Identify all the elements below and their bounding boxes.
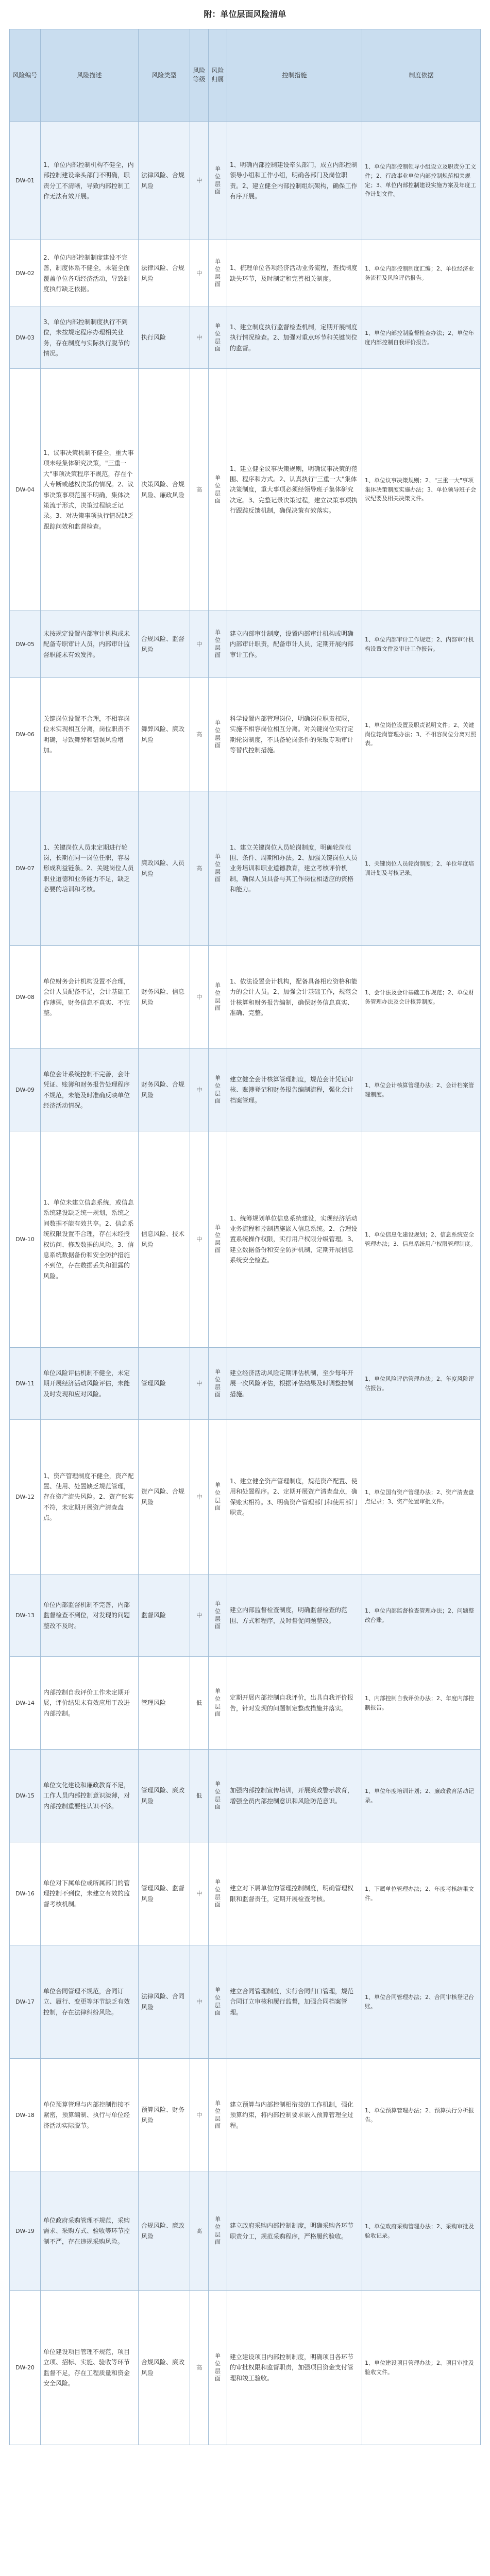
cell-measure: 科学设置内部管理岗位，明确岗位职责权限，实施不相容岗位相互分离。对关键岗位实行定期轮岗制度，不具备轮岗条件的采取专项审计等替代控制措施。: [227, 678, 362, 791]
cell-no: DW-13: [10, 1574, 41, 1657]
cell-owner-text: 单位层面: [215, 1780, 221, 1810]
cell-type: 舞弊风险、廉政风险: [139, 678, 190, 791]
cell-level-text: 中: [196, 640, 202, 648]
cell-type: 合规风险、廉政风险: [139, 2291, 190, 2445]
cell-level-text: 中: [196, 1086, 202, 1093]
cell-no: DW-03: [10, 307, 41, 369]
cell-measure: 1、建立关键岗位人员轮岗制度，明确轮岗范围、条件、周期和办法。2、加强关键岗位人员业务培训和职业道德教育，建立考核评价机制，确保人员具备与其工作岗位相适应的资格和能力。: [227, 791, 362, 946]
cell-desc: 单位合同管理不规范，合同订立、履行、变更等环节缺乏有效控制，存在法律纠纷风险。: [41, 1945, 139, 2059]
column-header-type: 风险类型: [139, 29, 190, 122]
cell-desc: 单位风险评估机制不健全，未定期开展经济活动风险评估，未能及时发现和应对风险。: [41, 1348, 139, 1420]
cell-owner-text: 单位层面: [215, 719, 221, 749]
cell-basis: 1、单位信息化建设规划；2、信息系统安全管理办法；3、信息系统用户权限管理制度。: [362, 1131, 481, 1348]
cell-no: DW-02: [10, 240, 41, 307]
cell-no: DW-08: [10, 946, 41, 1049]
cell-measure: 建立健全会计核算管理制度，规范会计凭证审核、账簿登记和财务报告编制流程，强化会计档案管理。: [227, 1049, 362, 1131]
cell-owner-text: 单位层面: [215, 165, 221, 195]
cell-level-text: 高: [196, 731, 202, 738]
cell-level: [190, 1657, 209, 1750]
cell-basis: 1、会计法及会计基础工作规范；2、单位财务管理办法及会计核算制度。: [362, 946, 481, 1049]
cell-type: 决策风险、合规风险、廉政风险: [139, 369, 190, 611]
cell-owner-text: 单位层面: [215, 629, 221, 659]
cell-no: DW-05: [10, 611, 41, 678]
cell-basis: 1、单位内部控制制度汇编；2、单位经济业务流程及风险评估报告。: [362, 240, 481, 307]
cell-level: [190, 2291, 209, 2445]
table-row: [10, 1348, 481, 1420]
cell-owner: [209, 122, 227, 240]
cell-owner-text: 单位层面: [215, 1600, 221, 1630]
cell-level-text: 中: [196, 1235, 202, 1243]
cell-type: 预算风险、财务风险: [139, 2059, 190, 2172]
cell-measure: 建立内部审计制度，设置内部审计机构或明确内部审计职责，配备审计人员，定期开展内部审计工作。: [227, 611, 362, 678]
cell-level-text: 中: [196, 269, 202, 277]
cell-measure: 1、梳理单位各项经济活动业务流程，查找制度缺失环节，及时制定和完善相关制度。: [227, 240, 362, 307]
table-row: [10, 1842, 481, 1945]
cell-measure: 建立经济活动风险定期评估机制，至少每年开展一次风险评估，根据评估结果及时调整控制措施。: [227, 1348, 362, 1420]
cell-measure: 建立内部监督检查制度，明确监督检查的范围、方式和程序，及时督促问题整改。: [227, 1574, 362, 1657]
column-header-level: 风险等级: [190, 29, 209, 122]
cell-owner-text: 单位层面: [215, 1481, 221, 1512]
cell-basis: 1、单位会计核算管理办法；2、会计档案管理制度。: [362, 1049, 481, 1131]
cell-basis: 1、单位内部控制领导小组设立及职责分工文件；2、行政事业单位内部控制规范相关规定；3、单位内部控制建设实施方案及年度工作计划文件。: [362, 122, 481, 240]
cell-level: [190, 946, 209, 1049]
cell-basis: 1、单位岗位设置及职责说明文件；2、关键岗位轮岗管理办法；3、不相容岗位分离对照表。: [362, 678, 481, 791]
cell-measure: 加强内部控制宣传培训，开展廉政警示教育，增强全员内部控制意识和风险防范意识。: [227, 1750, 362, 1842]
cell-owner-text: 单位层面: [215, 853, 221, 883]
cell-no: DW-15: [10, 1750, 41, 1842]
cell-basis: 1、单位合同管理办法；2、合同审核登记台账。: [362, 1945, 481, 2059]
cell-desc: 内部控制自我评价工作未定期开展，评价结果未有效应用于改进内部控制。: [41, 1657, 139, 1750]
cell-level: [190, 122, 209, 240]
table-row: [10, 369, 481, 611]
cell-basis: 1、单位政府采购管理办法；2、采购审批及验收记录。: [362, 2172, 481, 2291]
cell-level: [190, 307, 209, 369]
cell-owner-text: 单位层面: [215, 258, 221, 288]
cell-type: 管理风险、廉政风险: [139, 1750, 190, 1842]
cell-desc: 单位财务会计机构设置不合理，会计人员配备不足，会计基础工作薄弱，财务信息不真实、不完整。: [41, 946, 139, 1049]
cell-measure: 1、依法设置会计机构，配备具备相应资格和能力的会计人员。2、加强会计基础工作，规范会计核算和财务报告编制，确保财务信息真实、准确、完整。: [227, 946, 362, 1049]
cell-owner-text: 单位层面: [215, 1224, 221, 1254]
cell-level: [190, 1131, 209, 1348]
cell-basis: 1、单位内部审计工作规定；2、内部审计机构设置文件及审计工作报告。: [362, 611, 481, 678]
table-row: [10, 1574, 481, 1657]
cell-owner-text: 单位层面: [215, 1878, 221, 1908]
cell-no: DW-12: [10, 1420, 41, 1574]
cell-basis: 1、单位国有资产管理办法；2、资产清查盘点记录；3、资产处置审批文件。: [362, 1420, 481, 1574]
cell-level: [190, 369, 209, 611]
risk-list-table: [9, 29, 481, 2445]
cell-type: 法律风险、合规风险: [139, 240, 190, 307]
cell-no: DW-11: [10, 1348, 41, 1420]
cell-owner: [209, 946, 227, 1049]
cell-no: DW-10: [10, 1131, 41, 1348]
cell-level-text: 高: [196, 865, 202, 872]
cell-owner: [209, 1420, 227, 1574]
cell-level: [190, 678, 209, 791]
cell-type: 管理风险: [139, 1657, 190, 1750]
cell-owner: [209, 791, 227, 946]
cell-desc: 3、单位内部控制制度执行不到位，未按规定程序办理相关业务，存在制度与实际执行脱节的情况。: [41, 307, 139, 369]
table-row: [10, 2059, 481, 2172]
cell-basis: 1、下属单位管理办法；2、年度考核结果文件。: [362, 1842, 481, 1945]
cell-owner-text: 单位层面: [215, 981, 221, 1012]
cell-no: DW-17: [10, 1945, 41, 2059]
cell-type: 法律风险、合规风险: [139, 122, 190, 240]
cell-owner: [209, 1348, 227, 1420]
table-row: [10, 1420, 481, 1574]
cell-type: 执行风险: [139, 307, 190, 369]
cell-level-text: 中: [196, 1612, 202, 1619]
cell-no: DW-16: [10, 1842, 41, 1945]
cell-basis: 1、单位风险评估管理办法；2、年度风险评估报告。: [362, 1348, 481, 1420]
cell-type: 管理风险: [139, 1348, 190, 1420]
cell-desc: 未按规定设置内部审计机构或未配备专职审计人员，内部审计监督职能未有效发挥。: [41, 611, 139, 678]
table-row: [10, 1131, 481, 1348]
cell-level-text: 中: [196, 1493, 202, 1500]
cell-level-text: 高: [196, 486, 202, 493]
cell-level: [190, 1574, 209, 1657]
table-body: [10, 122, 481, 2445]
cell-desc: 关键岗位设置不合理，不相容岗位未实现相互分离，岗位职责不明确，导致舞弊和错误风险增加。: [41, 678, 139, 791]
cell-owner-text: 单位层面: [215, 474, 221, 504]
table-row: [10, 946, 481, 1049]
cell-measure: 建立预算与内部控制相衔接的工作机制，强化预算约束，将内部控制要求嵌入预算管理全过程。: [227, 2059, 362, 2172]
table-row: [10, 611, 481, 678]
cell-level: [190, 2172, 209, 2291]
cell-desc: 单位内部监督机制不完善，内部监督检查不到位，对发现的问题整改不及时。: [41, 1574, 139, 1657]
cell-level-text: 中: [196, 177, 202, 184]
cell-basis: 1、关键岗位人员轮岗制度；2、单位年度培训计划及考核记录。: [362, 791, 481, 946]
cell-owner: [209, 2291, 227, 2445]
cell-owner: [209, 678, 227, 791]
cell-level: [190, 1420, 209, 1574]
cell-no: DW-07: [10, 791, 41, 946]
cell-owner: [209, 1131, 227, 1348]
cell-desc: 单位会计系统控制不完善，会计凭证、账簿和财务报告处理程序不规范，未能及时准确反映单位经济活动情况。: [41, 1049, 139, 1131]
cell-no: DW-14: [10, 1657, 41, 1750]
cell-type: 财务风险、合规风险: [139, 1049, 190, 1131]
cell-owner-text: 单位层面: [215, 1368, 221, 1398]
table-row: [10, 1750, 481, 1842]
cell-owner: [209, 1945, 227, 2059]
table-row: [10, 1945, 481, 2059]
cell-owner-text: 单位层面: [215, 322, 221, 352]
cell-measure: 1、明确内部控制建设牵头部门，成立内部控制领导小组和工作小组，明确各部门及岗位职责。2、建立健全内部控制组织架构，确保工作有序开展。: [227, 122, 362, 240]
cell-no: DW-18: [10, 2059, 41, 2172]
cell-desc: 1、资产管理制度不健全，资产配置、使用、处置缺乏规范管理，存在资产流失风险。2、资产账实不符，未定期开展资产清查盘点。: [41, 1420, 139, 1574]
cell-no: DW-06: [10, 678, 41, 791]
cell-no: DW-19: [10, 2172, 41, 2291]
cell-owner: [209, 307, 227, 369]
table-row: [10, 1657, 481, 1750]
column-header-no: 风险编号: [10, 29, 41, 122]
cell-basis: 1、单位年度培训计划；2、廉政教育活动记录。: [362, 1750, 481, 1842]
cell-owner: [209, 2172, 227, 2291]
cell-level-text: 中: [196, 334, 202, 341]
cell-desc: 单位建设项目管理不规范，项目立项、招标、实施、验收等环节监督不足，存在工程质量和资金安全风险。: [41, 2291, 139, 2445]
cell-level: [190, 1945, 209, 2059]
cell-level: [190, 1750, 209, 1842]
cell-level-text: 中: [196, 1998, 202, 2005]
cell-measure: 1、建立健全议事决策规则，明确议事决策的范围、程序和方式。2、认真执行"三重一大"集体决策制度，重大事项必须经领导班子集体研究决定。3、完整记录决策过程，建立决策事项执行跟踪反馈机制，确保决策有效落实。: [227, 369, 362, 611]
cell-measure: 建立合同管理制度，实行合同归口管理，规范合同订立审核和履行监督，加强合同档案管理。: [227, 1945, 362, 2059]
cell-owner: [209, 1049, 227, 1131]
cell-type: 合规风险、监督风险: [139, 611, 190, 678]
cell-owner-text: 单位层面: [215, 1986, 221, 2016]
cell-basis: 1、单位预算管理办法；2、预算执行分析报告。: [362, 2059, 481, 2172]
cell-desc: 1、单位内部控制机构不健全，内部控制建设牵头部门不明确，职责分工不清晰，导致内部控制工作无法有效开展。: [41, 122, 139, 240]
cell-no: DW-04: [10, 369, 41, 611]
cell-measure: 1、统筹规划单位信息系统建设，实现经济活动业务流程和控制措施嵌入信息系统。2、合理设置系统操作权限，实行用户权限分级管理。3、建立数据备份和安全防护机制，定期开展信息系统安全检查。: [227, 1131, 362, 1348]
cell-owner: [209, 1657, 227, 1750]
cell-basis: 1、单位内部监督检查管理办法；2、问题整改台账。: [362, 1574, 481, 1657]
column-header-measure: 控制措施: [227, 29, 362, 122]
cell-desc: 1、单位未建立信息系统，或信息系统建设缺乏统一规划，系统之间数据不能有效共享。2、信息系统权限设置不合理，存在未经授权访问、修改数据的风险。3、信息系统数据备份和安全防护措施不到位，存在数据丢失和泄露的风险。: [41, 1131, 139, 1348]
table-row: [10, 307, 481, 369]
cell-no: DW-01: [10, 122, 41, 240]
cell-desc: 1、议事决策机制不健全，重大事项未经集体研究决策，"三重一大"事项决策程序不规范，存在个人专断或越权决策的情况。2、议事决策事项范围不明确，集体决策流于形式，决策过程缺乏记录。3、对决策事项执行情况缺乏跟踪问效和监督检查。: [41, 369, 139, 611]
cell-desc: 1、关键岗位人员未定期进行轮岗，长期在同一岗位任职，容易形成利益链条。2、关键岗位人员职业道德和业务能力不足，缺乏必要的培训和考核。: [41, 791, 139, 946]
page-title: 附：单位层面风险清单: [204, 9, 286, 19]
table-row: [10, 1049, 481, 1131]
cell-level: [190, 791, 209, 946]
cell-type: 财务风险、信息风险: [139, 946, 190, 1049]
cell-level-text: 高: [196, 2227, 202, 2234]
column-header-basis: 制度依据: [362, 29, 481, 122]
cell-basis: 1、单位内部控制监督检查办法；2、单位年度内部控制自我评价报告。: [362, 307, 481, 369]
cell-level-text: 中: [196, 2111, 202, 2119]
cell-level: [190, 240, 209, 307]
cell-desc: 单位对下属单位或所属部门的管理控制不到位，未建立有效的监督考核机制。: [41, 1842, 139, 1945]
cell-desc: 单位政府采购管理不规范，采购需求、采购方式、验收等环节控制不严，存在违规采购风险。: [41, 2172, 139, 2291]
cell-level-text: 低: [196, 1792, 202, 1799]
cell-owner: [209, 1842, 227, 1945]
cell-owner: [209, 369, 227, 611]
cell-owner: [209, 611, 227, 678]
cell-basis: 1、单位建设项目管理办法；2、项目审批及验收文件。: [362, 2291, 481, 2445]
cell-level-text: 高: [196, 2364, 202, 2371]
cell-type: 监督风险: [139, 1574, 190, 1657]
cell-level: [190, 611, 209, 678]
table-row: [10, 2172, 481, 2291]
cell-level: [190, 2059, 209, 2172]
column-header-owner: 风险归属: [209, 29, 227, 122]
cell-measure: 1、建立健全资产管理制度，规范资产配置、使用和处置程序。2、定期开展资产清查盘点，确保账实相符。3、明确资产管理部门和使用部门职责。: [227, 1420, 362, 1574]
cell-owner-text: 单位层面: [215, 2215, 221, 2246]
cell-owner: [209, 2059, 227, 2172]
cell-owner-text: 单位层面: [215, 1074, 221, 1105]
cell-owner-text: 单位层面: [215, 1687, 221, 1718]
cell-measure: 1、建立制度执行监督检查机制，定期开展制度执行情况检查。2、加强对重点环节和关键岗位的监督。: [227, 307, 362, 369]
cell-measure: 定期开展内部控制自我评价，出具自我评价报告，针对发现的问题制定整改措施并落实。: [227, 1657, 362, 1750]
column-header-desc: 风险描述: [41, 29, 139, 122]
table-row: [10, 791, 481, 946]
cell-type: 信息风险、技术风险: [139, 1131, 190, 1348]
cell-desc: 2、单位内部控制制度建设不完善，制度体系不健全，未能全面覆盖单位各项经济活动，导致制度执行缺乏依据。: [41, 240, 139, 307]
cell-level: [190, 1842, 209, 1945]
cell-desc: 单位文化建设和廉政教育不足，工作人员内部控制意识淡薄，对内部控制重要性认识不够。: [41, 1750, 139, 1842]
cell-type: 廉政风险、人员风险: [139, 791, 190, 946]
cell-level: [190, 1348, 209, 1420]
cell-owner: [209, 1574, 227, 1657]
cell-measure: 建立对下属单位的管理控制制度，明确管理权限和监督责任，定期开展检查考核。: [227, 1842, 362, 1945]
cell-level: [190, 1049, 209, 1131]
table-header-row: [10, 29, 481, 122]
cell-basis: 1、内部控制自我评价办法；2、年度内部控制报告。: [362, 1657, 481, 1750]
cell-desc: 单位预算管理与内部控制衔接不紧密，预算编制、执行与单位经济活动实际脱节。: [41, 2059, 139, 2172]
cell-basis: 1、单位议事决策规则；2、"三重一大"事项集体决策制度实施办法；3、单位领导班子会议纪要及相关决策文件。: [362, 369, 481, 611]
cell-owner: [209, 240, 227, 307]
cell-type: 法律风险、合同风险: [139, 1945, 190, 2059]
cell-level-text: 低: [196, 1699, 202, 1706]
cell-owner: [209, 1750, 227, 1842]
table-row: [10, 678, 481, 791]
cell-owner-text: 单位层面: [215, 2352, 221, 2382]
table-row: [10, 122, 481, 240]
cell-level-text: 中: [196, 993, 202, 1001]
cell-measure: 建立建设项目内部控制制度，明确项目各环节的审批权限和监督职责，加强项目资金支付管理和竣工验收。: [227, 2291, 362, 2445]
cell-no: DW-20: [10, 2291, 41, 2445]
table-row: [10, 2291, 481, 2445]
cell-level-text: 中: [196, 1380, 202, 1387]
cell-level-text: 中: [196, 1890, 202, 1897]
cell-type: 资产风险、合规风险: [139, 1420, 190, 1574]
cell-type: 合规风险、廉政风险: [139, 2172, 190, 2291]
cell-owner-text: 单位层面: [215, 2099, 221, 2130]
cell-type: 管理风险、监督风险: [139, 1842, 190, 1945]
cell-no: DW-09: [10, 1049, 41, 1131]
cell-measure: 建立政府采购内部控制制度，明确采购各环节职责分工，规范采购程序，严格履约验收。: [227, 2172, 362, 2291]
table-row: [10, 240, 481, 307]
